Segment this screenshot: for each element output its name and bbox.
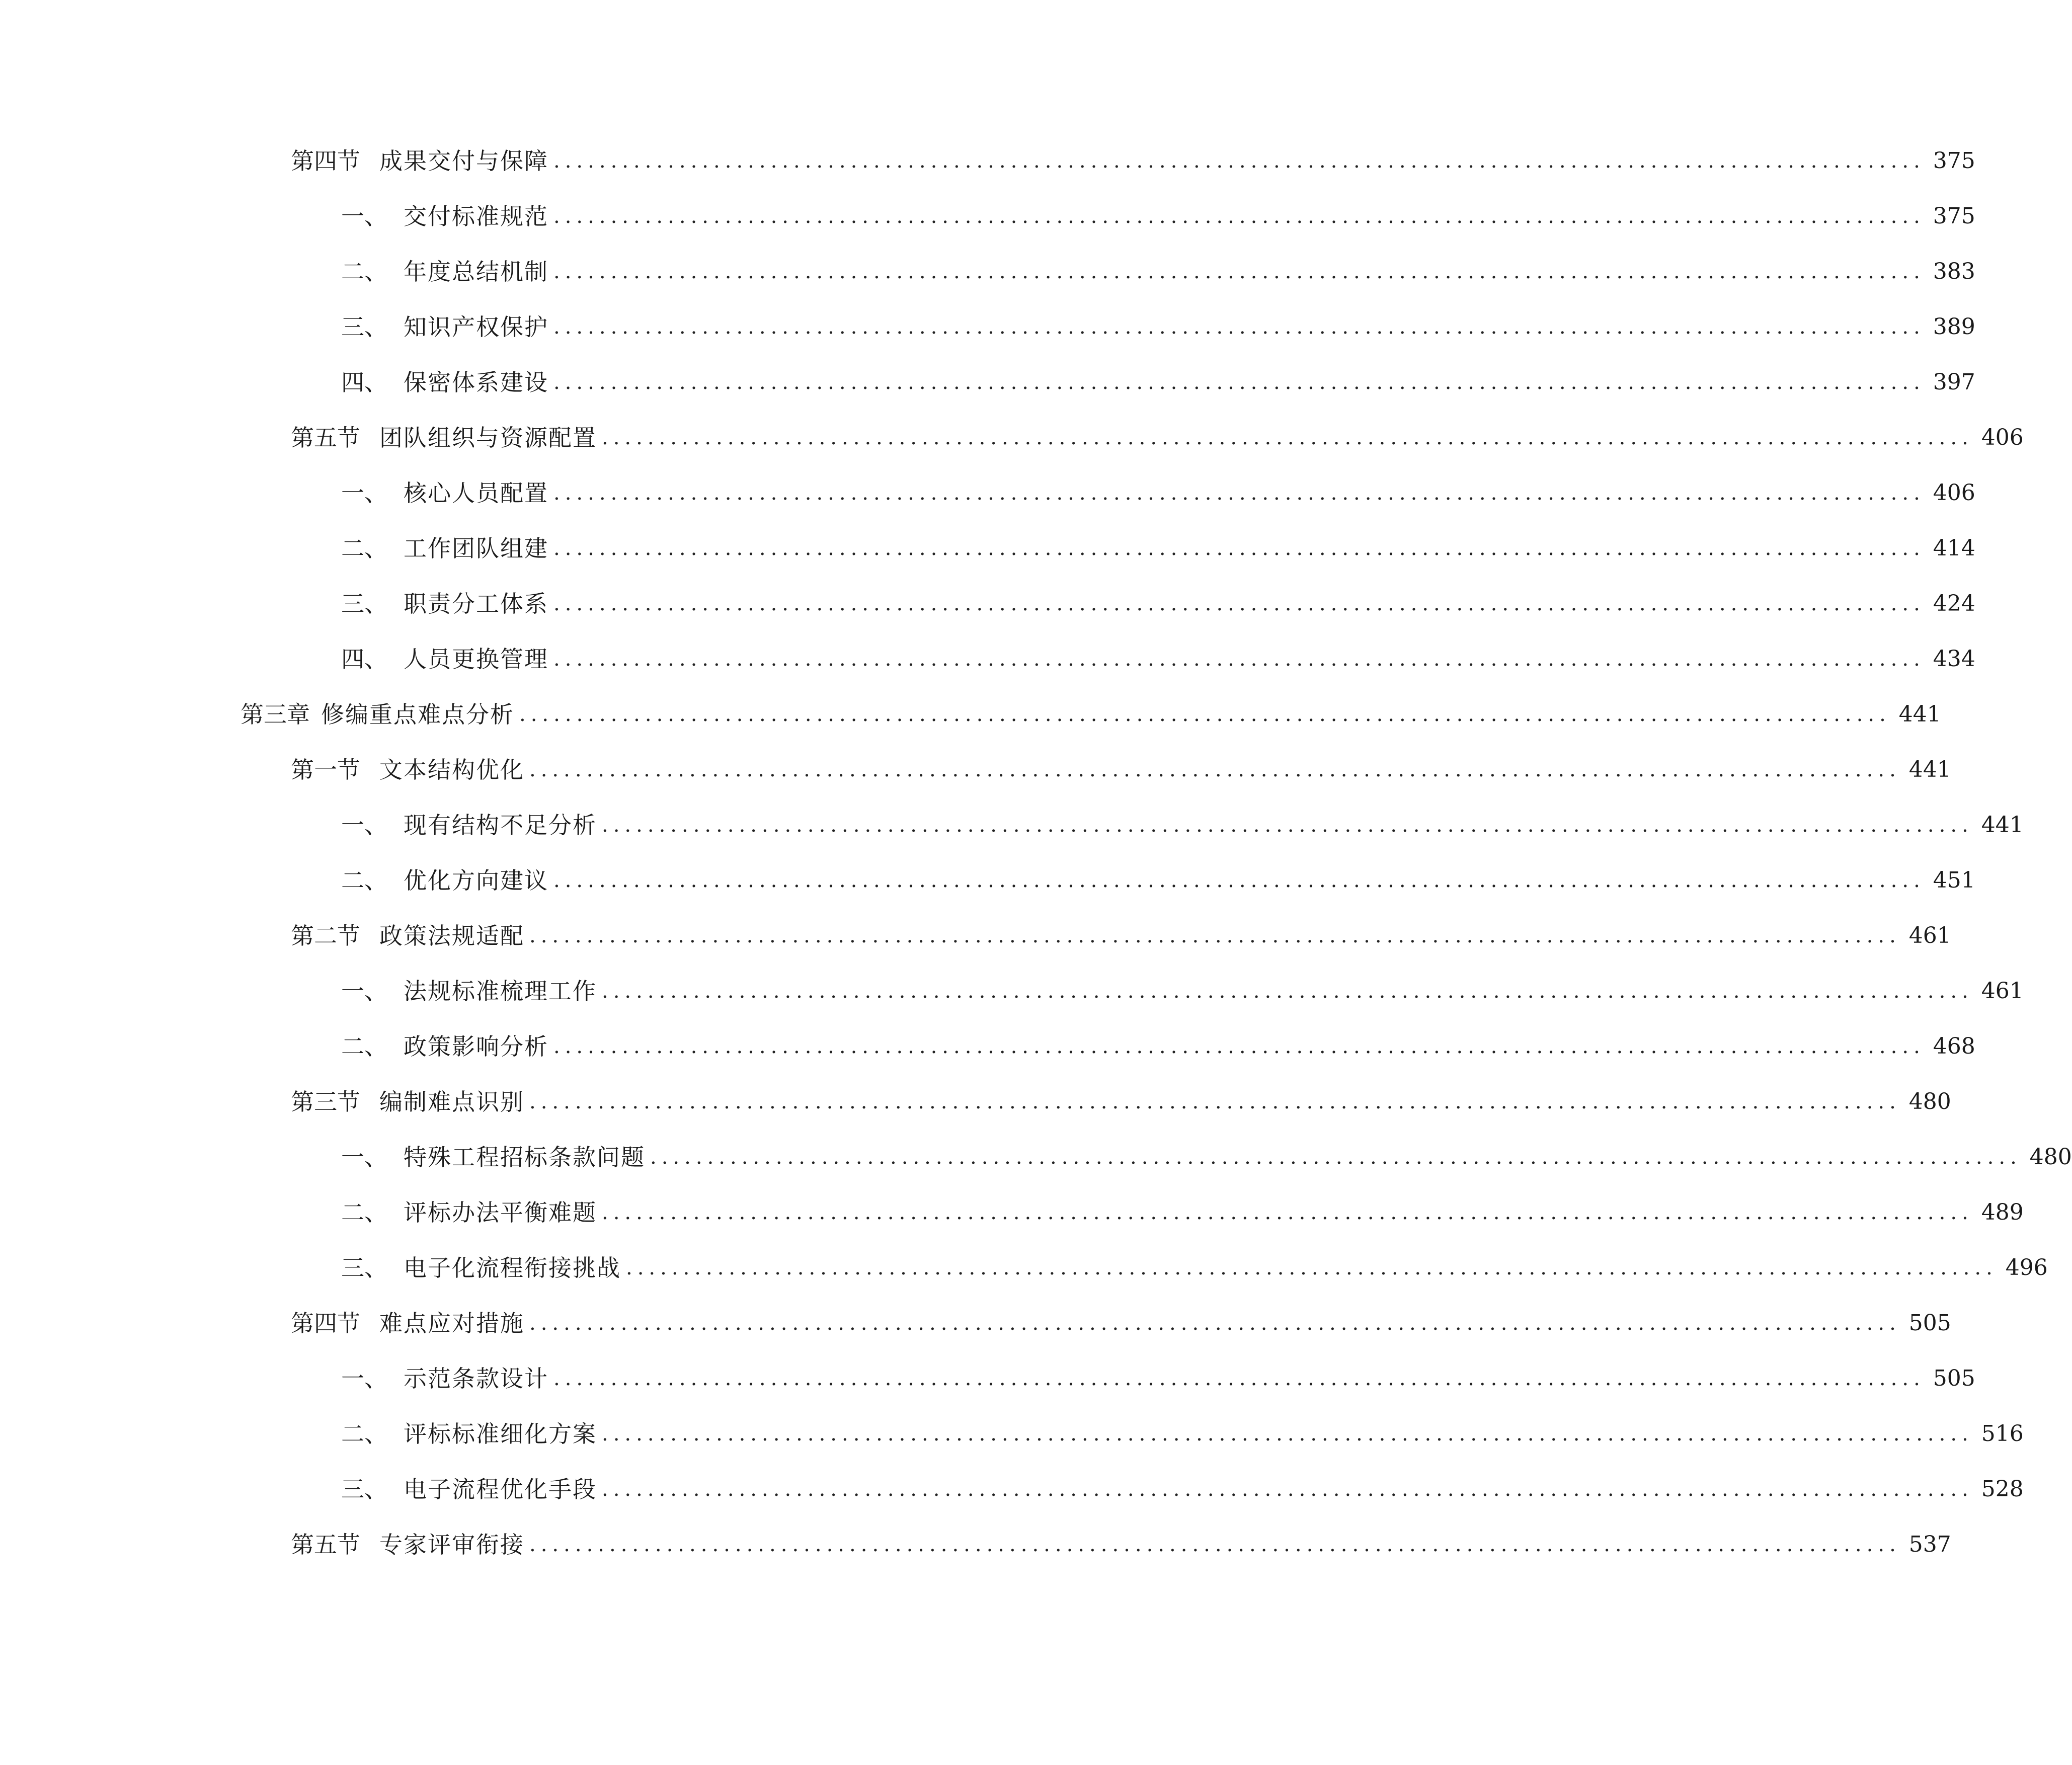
toc-entry-title: 年度总结机制 (404, 258, 548, 285)
toc-entry-title: 文本结构优化 (379, 756, 524, 783)
toc-entry-number: 第三章 (241, 701, 310, 728)
toc-entry[interactable] (291, 750, 1951, 790)
toc-entry-number: 三、 (341, 1254, 387, 1281)
dot-leader: ........................................................................................................................ (602, 426, 1973, 449)
dot-leader: ........................................................................................................................ (529, 1312, 1901, 1335)
toc-entry-number: 第四节 (291, 1310, 360, 1337)
toc-entry-page: 441 (1981, 812, 2024, 838)
toc-entry-title: 优化方向建议 (404, 867, 548, 894)
dot-leader: ........................................................................................................................ (553, 1367, 1925, 1390)
toc-entry-title: 工作团队组建 (404, 535, 548, 562)
toc-entry-page: 480 (2029, 1144, 2072, 1170)
toc-entry-number: 二、 (341, 1199, 387, 1226)
toc-entry[interactable] (341, 1026, 1975, 1067)
dot-leader: ........................................................................................................................ (529, 1533, 1901, 1556)
dot-leader: ........................................................................................................................ (602, 814, 1973, 837)
toc-entry-number: 四、 (341, 369, 387, 396)
toc-entry-title: 人员更换管理 (404, 646, 548, 673)
toc-entry-page: 441 (1908, 757, 1951, 782)
toc-entry-title: 法规标准梳理工作 (404, 978, 597, 1005)
toc-entry-page: 383 (1933, 259, 1975, 284)
dot-leader: ........................................................................................................................ (602, 1201, 1973, 1224)
toc-entry-page: 397 (1933, 369, 1975, 395)
toc-entry[interactable] (341, 805, 2024, 845)
toc-entry-number: 一、 (341, 203, 387, 230)
toc-entry-page: 424 (1933, 591, 1975, 616)
toc-entry-number: 第五节 (291, 424, 360, 451)
dot-leader: ........................................................................................................................ (529, 758, 1901, 781)
dot-leader: ........................................................................................................................ (626, 1256, 1998, 1279)
toc-entry-title: 专家评审衔接 (379, 1531, 524, 1558)
dot-leader: ........................................................................................................................ (602, 980, 1973, 1003)
toc-entry-page: 496 (2005, 1255, 2048, 1280)
toc-entry-number: 二、 (341, 1033, 387, 1060)
toc-entry-number: 一、 (341, 812, 387, 839)
toc-entry[interactable] (341, 639, 1975, 679)
toc-entry-number: 一、 (341, 479, 387, 507)
toc-entry-page: 406 (1981, 425, 2024, 450)
toc-entry-page: 389 (1933, 314, 1975, 340)
dot-leader: ........................................................................................................................ (553, 315, 1925, 339)
dot-leader: ........................................................................................................................ (553, 869, 1925, 892)
toc-entry-number: 第二节 (291, 922, 360, 949)
toc-entry[interactable] (241, 694, 1941, 735)
toc-entry-number: 二、 (341, 1420, 387, 1448)
toc-entry[interactable] (291, 1525, 1951, 1565)
toc-entry-title: 政策影响分析 (404, 1033, 548, 1060)
toc-entry-number: 第四节 (291, 147, 360, 175)
toc-entry-title: 政策法规适配 (379, 922, 524, 949)
toc-entry-page: 451 (1933, 867, 1975, 893)
toc-entry[interactable] (291, 1082, 1951, 1122)
dot-leader: ........................................................................................................................ (553, 371, 1925, 394)
dot-leader: ........................................................................................................................ (602, 1478, 1973, 1501)
toc-entry[interactable] (291, 418, 2024, 458)
toc-entry-page: 537 (1908, 1532, 1951, 1557)
toc-entry-number: 第三节 (291, 1088, 360, 1115)
toc-entry-title: 示范条款设计 (404, 1365, 548, 1392)
toc-entry-page: 406 (1933, 480, 1975, 506)
toc-entry-title: 核心人员配置 (404, 479, 548, 507)
toc-entry-title: 修编重点难点分析 (321, 701, 514, 728)
toc-entry-page: 480 (1908, 1089, 1951, 1114)
toc-entry[interactable] (341, 584, 1975, 624)
toc-entry-title: 交付标准规范 (404, 203, 548, 230)
toc-entry-title: 电子化流程衔接挑战 (404, 1254, 621, 1281)
toc-entry-number: 二、 (341, 535, 387, 562)
toc-entry[interactable] (341, 1192, 2024, 1233)
toc-entry-page: 461 (1981, 978, 2024, 1004)
toc-entry-title: 难点应对措施 (379, 1310, 524, 1337)
toc-entry[interactable] (341, 1414, 2024, 1454)
toc-entry[interactable] (341, 196, 1975, 236)
dot-leader: ........................................................................................................................ (553, 260, 1925, 283)
toc-entry-title: 知识产权保护 (404, 313, 548, 341)
toc-entry-page: 505 (1908, 1310, 1951, 1336)
dot-leader: ........................................................................................................................ (553, 1035, 1925, 1058)
toc-entry[interactable] (291, 141, 1975, 181)
toc-entry-title: 保密体系建设 (404, 369, 548, 396)
toc-entry[interactable] (341, 473, 1975, 513)
toc-entry-number: 一、 (341, 1144, 387, 1171)
toc-entry[interactable] (341, 252, 1975, 292)
toc-entry-page: 468 (1933, 1033, 1975, 1059)
toc-entry[interactable] (341, 307, 1975, 347)
toc-entry-number: 四、 (341, 646, 387, 673)
toc-entry[interactable] (341, 1469, 2024, 1509)
dot-leader: ........................................................................................................................ (553, 537, 1925, 560)
toc-entry-page: 434 (1933, 646, 1975, 672)
toc-entry[interactable] (341, 528, 1975, 569)
toc-entry-title: 编制难点识别 (379, 1088, 524, 1115)
toc-entry-number: 三、 (341, 590, 387, 617)
toc-entry-title: 特殊工程招标条款问题 (404, 1144, 645, 1171)
toc-entry-page: 489 (1981, 1199, 2024, 1225)
dot-leader: ........................................................................................................................ (553, 592, 1925, 615)
toc-entry-page: 441 (1898, 701, 1941, 727)
dot-leader: ........................................................................................................................ (519, 703, 1891, 726)
toc-entry[interactable] (341, 971, 2024, 1011)
toc-entry-number: 二、 (341, 867, 387, 894)
dot-leader: ........................................................................................................................ (529, 1090, 1901, 1113)
toc-entry-title: 评标标准细化方案 (404, 1420, 597, 1448)
toc-entry-page: 375 (1933, 148, 1975, 174)
toc-entry-title: 评标办法平衡难题 (404, 1199, 597, 1226)
dot-leader: ........................................................................................................................ (553, 149, 1925, 173)
toc-entry-number: 一、 (341, 978, 387, 1005)
toc-entry-page: 461 (1908, 923, 1951, 948)
toc-entry[interactable] (341, 860, 1975, 901)
toc-entry[interactable] (341, 1248, 2048, 1288)
toc-entry-number: 二、 (341, 258, 387, 285)
toc-entry[interactable] (341, 362, 1975, 403)
dot-leader: ........................................................................................................................ (602, 1422, 1973, 1446)
dot-leader: ........................................................................................................................ (553, 205, 1925, 228)
toc-entry-title: 现有结构不足分析 (404, 812, 597, 839)
toc-entry-number: 第一节 (291, 756, 360, 783)
toc-entry-title: 职责分工体系 (404, 590, 548, 617)
toc-entry-number: 三、 (341, 313, 387, 341)
toc-entry[interactable] (341, 1358, 1975, 1399)
toc-entry[interactable] (291, 1303, 1951, 1343)
toc-entry-number: 三、 (341, 1476, 387, 1503)
toc-entry[interactable] (291, 916, 1951, 956)
toc-entry-page: 516 (1981, 1421, 2024, 1447)
toc-entry-title: 电子流程优化手段 (404, 1476, 597, 1503)
toc-entry-page: 528 (1981, 1476, 2024, 1502)
toc-entry-title: 成果交付与保障 (379, 147, 548, 175)
toc-entry-page: 505 (1933, 1366, 1975, 1391)
toc-entry-page: 375 (1933, 203, 1975, 229)
dot-leader: ........................................................................................................................ (529, 924, 1901, 947)
toc-entry-number: 第五节 (291, 1531, 360, 1558)
dot-leader: ........................................................................................................................ (553, 648, 1925, 671)
toc-entry-page: 414 (1933, 535, 1975, 561)
dot-leader: ........................................................................................................................ (650, 1146, 2022, 1169)
dot-leader: ........................................................................................................................ (553, 482, 1925, 505)
toc-entry[interactable] (341, 1137, 2072, 1177)
toc-entry-number: 一、 (341, 1365, 387, 1392)
toc-entry-title: 团队组织与资源配置 (379, 424, 597, 451)
